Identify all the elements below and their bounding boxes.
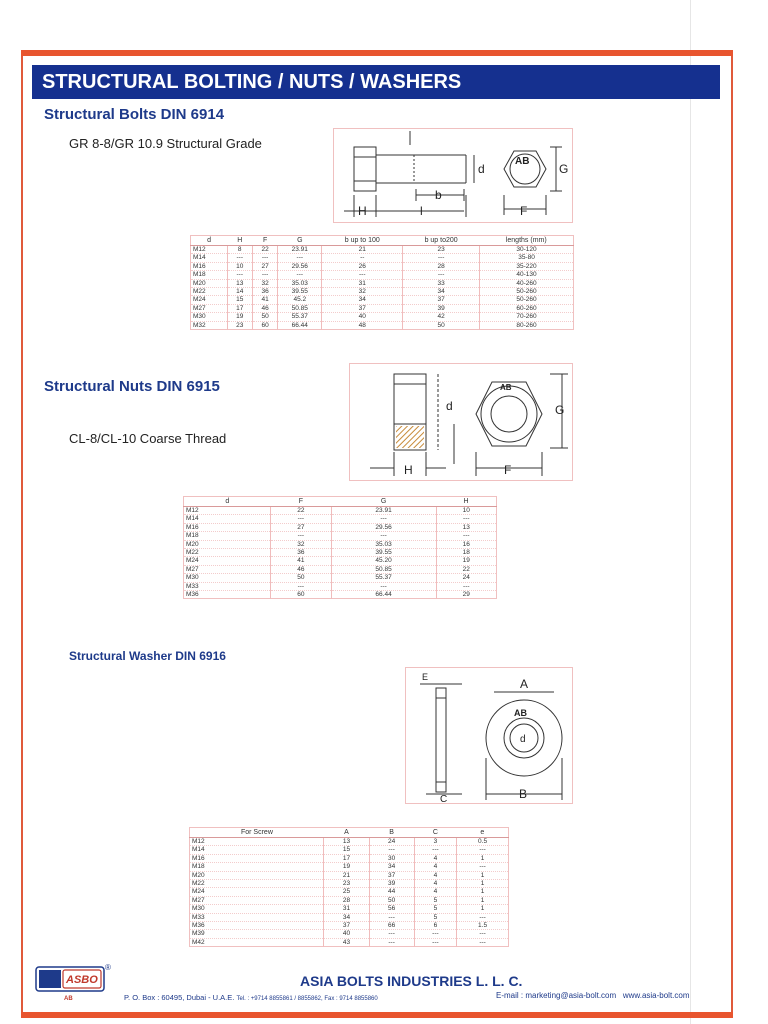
bolts-table-header — [191, 236, 574, 246]
bolt-label-d: d — [478, 162, 485, 176]
table-cell: M27 — [184, 565, 271, 573]
column-header: d — [184, 497, 271, 507]
column-header: A — [324, 828, 369, 838]
table-cell: 45.20 — [331, 557, 436, 565]
table-cell: 32 — [322, 288, 403, 296]
column-header: G — [331, 497, 436, 507]
table-row — [190, 913, 509, 921]
address-text: P. O. Box : 60495, Dubai - U.A.E. — [124, 993, 235, 1002]
table-cell: 37 — [403, 296, 480, 304]
table-cell: 40-260 — [480, 279, 574, 287]
table-cell: 27 — [271, 523, 331, 531]
table-cell: M30 — [184, 574, 271, 582]
table-cell: 35.03 — [331, 540, 436, 548]
table-cell: --- — [436, 582, 496, 590]
table-row — [191, 321, 574, 329]
table-cell: 70-260 — [480, 313, 574, 321]
washer-label-E: E — [422, 672, 429, 682]
table-cell: 39.55 — [278, 288, 322, 296]
washers-table-header — [190, 828, 509, 838]
table-cell: M27 — [191, 304, 228, 312]
table-cell: 41 — [252, 296, 277, 304]
washer-label-d: d — [520, 734, 526, 745]
table-cell: 50-260 — [480, 296, 574, 304]
table-cell: 22 — [436, 565, 496, 573]
table-cell: --- — [322, 271, 403, 279]
table-cell: --- — [436, 515, 496, 523]
table-cell: 1 — [457, 854, 509, 862]
table-cell: 60 — [252, 321, 277, 329]
table-cell: 36 — [271, 549, 331, 557]
column-header: C — [414, 828, 456, 838]
table-cell: 24 — [369, 838, 414, 846]
table-cell: 36 — [252, 288, 277, 296]
nut-label-d: d — [446, 399, 453, 413]
table-row — [184, 565, 497, 573]
table-cell: 28 — [324, 896, 369, 904]
table-cell: 66 — [369, 922, 414, 930]
table-cell: 21 — [324, 871, 369, 879]
bolts-heading: Structural Bolts DIN 6914 — [44, 106, 225, 123]
table-cell: 28 — [403, 262, 480, 270]
table-cell: --- — [403, 271, 480, 279]
washer-label-A: A — [520, 677, 529, 691]
table-cell: 3 — [414, 838, 456, 846]
table-cell: --- — [252, 271, 277, 279]
table-cell: M12 — [191, 246, 228, 254]
table-cell: M18 — [184, 532, 271, 540]
washer-label-AB: AB — [514, 708, 527, 718]
table-cell: 5 — [414, 905, 456, 913]
table-cell: 39.55 — [331, 549, 436, 557]
table-cell: 10 — [436, 507, 496, 515]
bolt-label-G: G — [559, 162, 569, 176]
table-cell: 42 — [403, 313, 480, 321]
table-cell: --- — [331, 515, 436, 523]
top-accent-bar — [21, 50, 733, 56]
table-cell: 19 — [436, 557, 496, 565]
table-cell: M39 — [190, 930, 324, 938]
table-cell: --- — [414, 930, 456, 938]
table-cell: M22 — [191, 288, 228, 296]
table-cell: 33 — [403, 279, 480, 287]
bolt-label-l: l — [420, 204, 423, 218]
table-cell: M22 — [190, 880, 324, 888]
table-row — [184, 582, 497, 590]
table-cell: M16 — [191, 262, 228, 270]
table-cell: M14 — [190, 846, 324, 854]
table-row — [191, 246, 574, 254]
table-cell: --- — [252, 254, 277, 262]
table-cell: --- — [436, 532, 496, 540]
table-cell: 1 — [457, 880, 509, 888]
table-cell: 5 — [414, 896, 456, 904]
table-cell: --- — [271, 532, 331, 540]
table-cell: 60 — [271, 591, 331, 599]
table-row — [190, 880, 509, 888]
table-cell: --- — [457, 863, 509, 871]
table-cell: --- — [457, 938, 509, 946]
table-row — [190, 905, 509, 913]
table-cell: 50 — [403, 321, 480, 329]
table-row — [190, 871, 509, 879]
table-row — [190, 838, 509, 846]
table-cell: 35-220 — [480, 262, 574, 270]
washers-table — [189, 827, 509, 947]
nut-label-AB: AB — [500, 383, 512, 392]
table-cell: 60-260 — [480, 304, 574, 312]
table-cell: 40 — [322, 313, 403, 321]
website-link[interactable]: www.asia-bolt.com — [622, 991, 690, 1000]
table-cell: 1 — [457, 888, 509, 896]
table-row — [191, 288, 574, 296]
page-title: STRUCTURAL BOLTING / NUTS / WASHERS — [32, 65, 720, 99]
table-cell: --- — [457, 846, 509, 854]
table-cell: 22 — [252, 246, 277, 254]
column-header: b up to 100 — [322, 236, 403, 246]
table-cell: 32 — [271, 540, 331, 548]
table-cell: --- — [369, 938, 414, 946]
table-cell: 80-260 — [480, 321, 574, 329]
table-cell: M14 — [191, 254, 228, 262]
table-cell: 50.85 — [278, 304, 322, 312]
table-cell: 46 — [271, 565, 331, 573]
bolt-label-H: H — [358, 204, 367, 218]
table-row — [184, 523, 497, 531]
table-cell: M18 — [191, 271, 228, 279]
table-row — [184, 549, 497, 557]
nut-diagram — [349, 363, 573, 481]
table-cell: 10 — [227, 262, 252, 270]
company-name: ASIA BOLTS INDUSTRIES L. L. C. — [300, 973, 523, 989]
table-row — [184, 515, 497, 523]
nuts-table-body — [184, 507, 497, 599]
table-row — [190, 888, 509, 896]
table-cell: 13 — [227, 279, 252, 287]
table-cell: --- — [278, 271, 322, 279]
table-cell: M27 — [190, 896, 324, 904]
table-cell: 1 — [457, 871, 509, 879]
nuts-table-header — [184, 497, 497, 507]
table-cell: 17 — [227, 304, 252, 312]
table-cell: 34 — [403, 288, 480, 296]
column-header: For Screw — [190, 828, 324, 838]
table-cell: 23.91 — [331, 507, 436, 515]
table-cell: 30-120 — [480, 246, 574, 254]
phone-fax-text: Tel. : +9714 8855861 / 8855862, Fax : 9714 8855860 — [236, 996, 378, 1002]
table-row — [190, 854, 509, 862]
table-cell: --- — [403, 254, 480, 262]
table-cell: 34 — [369, 863, 414, 871]
table-cell: 37 — [369, 871, 414, 879]
table-row — [191, 313, 574, 321]
table-cell: --- — [414, 938, 456, 946]
table-cell: M12 — [184, 507, 271, 515]
table-cell: --- — [227, 271, 252, 279]
table-cell: 22 — [271, 507, 331, 515]
bolts-grade: GR 8-8/GR 10.9 Structural Grade — [69, 136, 262, 151]
column-header: H — [436, 497, 496, 507]
email-link[interactable]: E-mail : marketing@asia-bolt.com — [496, 991, 617, 1000]
table-cell: 17 — [324, 854, 369, 862]
column-header: b up to200 — [403, 236, 480, 246]
table-cell: 21 — [322, 246, 403, 254]
table-cell: 8 — [227, 246, 252, 254]
washers-table-body — [190, 838, 509, 947]
nut-label-F: F — [504, 463, 512, 477]
table-cell: 43 — [324, 938, 369, 946]
table-cell: 16 — [436, 540, 496, 548]
table-cell: --- — [271, 515, 331, 523]
table-row — [191, 304, 574, 312]
table-row — [190, 922, 509, 930]
table-cell: --- — [369, 846, 414, 854]
table-row — [191, 254, 574, 262]
table-cell: M36 — [184, 591, 271, 599]
table-cell: M20 — [190, 871, 324, 879]
table-cell: 4 — [414, 863, 456, 871]
table-cell: M14 — [184, 515, 271, 523]
table-cell: M16 — [190, 854, 324, 862]
washer-drawing — [406, 668, 572, 803]
bolt-label-AB: AB — [515, 156, 530, 167]
table-cell: --- — [331, 582, 436, 590]
table-cell: 14 — [227, 288, 252, 296]
table-cell: M24 — [190, 888, 324, 896]
table-row — [191, 262, 574, 270]
table-row — [190, 863, 509, 871]
table-row — [184, 591, 497, 599]
table-cell: M20 — [184, 540, 271, 548]
table-cell: 6 — [414, 922, 456, 930]
table-cell: 35-80 — [480, 254, 574, 262]
table-cell: --- — [369, 930, 414, 938]
table-cell: 34 — [324, 913, 369, 921]
column-header: d — [191, 236, 228, 246]
table-cell: --- — [227, 254, 252, 262]
table-cell: 29.56 — [278, 262, 322, 270]
table-cell: 23.91 — [278, 246, 322, 254]
table-cell: 29.56 — [331, 523, 436, 531]
table-cell: 50-260 — [480, 288, 574, 296]
column-header: G — [278, 236, 322, 246]
table-cell: 23 — [227, 321, 252, 329]
table-cell: 15 — [227, 296, 252, 304]
column-header: B — [369, 828, 414, 838]
table-cell: 25 — [324, 888, 369, 896]
column-header: H — [227, 236, 252, 246]
table-cell: M24 — [184, 557, 271, 565]
table-cell: M30 — [191, 313, 228, 321]
table-cell: M32 — [191, 321, 228, 329]
column-header: e — [457, 828, 509, 838]
table-cell: 48 — [322, 321, 403, 329]
table-cell: --- — [278, 254, 322, 262]
column-header: F — [252, 236, 277, 246]
company-address — [124, 993, 378, 1002]
nuts-table — [183, 496, 497, 599]
table-cell: 32 — [252, 279, 277, 287]
table-cell: 23 — [403, 246, 480, 254]
table-cell: 13 — [324, 838, 369, 846]
table-row — [184, 507, 497, 515]
table-cell: 44 — [369, 888, 414, 896]
table-cell: 66.44 — [331, 591, 436, 599]
table-cell: 56 — [369, 905, 414, 913]
table-cell: M22 — [184, 549, 271, 557]
table-cell: M33 — [190, 913, 324, 921]
table-cell: 4 — [414, 871, 456, 879]
bolt-diagram — [333, 128, 573, 223]
table-row — [184, 574, 497, 582]
table-cell: M12 — [190, 838, 324, 846]
table-cell: M16 — [184, 523, 271, 531]
bottom-accent-bar — [21, 1012, 733, 1018]
table-cell: 24 — [436, 574, 496, 582]
table-cell: 50 — [369, 896, 414, 904]
table-cell: 4 — [414, 888, 456, 896]
table-cell: 18 — [436, 549, 496, 557]
table-cell: 66.44 — [278, 321, 322, 329]
table-row — [184, 557, 497, 565]
table-cell: 1 — [457, 896, 509, 904]
logo-subtext: AB — [64, 996, 73, 1002]
table-row — [184, 540, 497, 548]
bolt-label-F: F — [520, 204, 528, 218]
table-cell: 45.2 — [278, 296, 322, 304]
table-cell: 41 — [271, 557, 331, 565]
nut-label-G: G — [555, 403, 565, 417]
bolt-drawing — [334, 129, 572, 222]
table-cell: M18 — [190, 863, 324, 871]
table-row — [190, 938, 509, 946]
washers-heading: Structural Washer DIN 6916 — [69, 649, 226, 663]
washer-label-B: B — [519, 787, 528, 801]
table-cell: 5 — [414, 913, 456, 921]
nut-drawing — [350, 364, 572, 480]
table-cell: M36 — [190, 922, 324, 930]
table-cell: --- — [331, 532, 436, 540]
table-cell: 31 — [322, 279, 403, 287]
table-cell: 13 — [436, 523, 496, 531]
table-cell: --- — [457, 930, 509, 938]
nut-label-H: H — [404, 463, 413, 477]
table-row — [190, 930, 509, 938]
table-cell: M42 — [190, 938, 324, 946]
column-header: lengths (mm) — [480, 236, 574, 246]
table-row — [191, 271, 574, 279]
contact-links — [496, 991, 690, 1000]
table-cell: 0.5 — [457, 838, 509, 846]
table-row — [191, 296, 574, 304]
table-cell: 50.85 — [331, 565, 436, 573]
table-cell: 39 — [403, 304, 480, 312]
table-cell: 26 — [322, 262, 403, 270]
company-logo — [35, 966, 105, 992]
table-cell: 50 — [252, 313, 277, 321]
table-cell: 34 — [322, 296, 403, 304]
table-cell: 46 — [252, 304, 277, 312]
table-cell: M24 — [191, 296, 228, 304]
table-cell: 39 — [369, 880, 414, 888]
table-cell: 23 — [324, 880, 369, 888]
table-cell: 19 — [227, 313, 252, 321]
table-cell: 55.37 — [331, 574, 436, 582]
table-cell: M30 — [190, 905, 324, 913]
table-row — [184, 532, 497, 540]
nuts-heading: Structural Nuts DIN 6915 — [44, 378, 220, 395]
table-cell: M20 — [191, 279, 228, 287]
table-cell: --- — [271, 582, 331, 590]
registered-mark: ® — [105, 963, 111, 972]
nuts-grade: CL-8/CL-10 Coarse Thread — [69, 431, 227, 446]
table-cell: 55.37 — [278, 313, 322, 321]
table-cell: 50 — [271, 574, 331, 582]
table-cell: 4 — [414, 880, 456, 888]
bolts-table-body — [191, 246, 574, 330]
table-row — [190, 846, 509, 854]
table-cell: 29 — [436, 591, 496, 599]
table-cell: 40-130 — [480, 271, 574, 279]
table-cell: 1.5 — [457, 922, 509, 930]
table-row — [190, 896, 509, 904]
table-cell: 27 — [252, 262, 277, 270]
table-cell: 15 — [324, 846, 369, 854]
table-cell: 30 — [369, 854, 414, 862]
table-cell: 19 — [324, 863, 369, 871]
table-cell: 40 — [324, 930, 369, 938]
table-cell: --- — [414, 846, 456, 854]
table-cell: 35.03 — [278, 279, 322, 287]
table-cell: M33 — [184, 582, 271, 590]
logo-text: ASBO — [66, 974, 98, 986]
table-cell: 31 — [324, 905, 369, 913]
table-cell: 37 — [324, 922, 369, 930]
column-header: F — [271, 497, 331, 507]
table-cell: 4 — [414, 854, 456, 862]
table-cell: -- — [322, 254, 403, 262]
bolt-label-b: b — [435, 188, 442, 202]
bolts-table — [190, 235, 574, 330]
table-cell: --- — [369, 913, 414, 921]
table-cell: --- — [457, 913, 509, 921]
washer-diagram — [405, 667, 573, 804]
table-cell: 37 — [322, 304, 403, 312]
washer-label-C: C — [440, 794, 448, 803]
table-row — [191, 279, 574, 287]
table-cell: 1 — [457, 905, 509, 913]
